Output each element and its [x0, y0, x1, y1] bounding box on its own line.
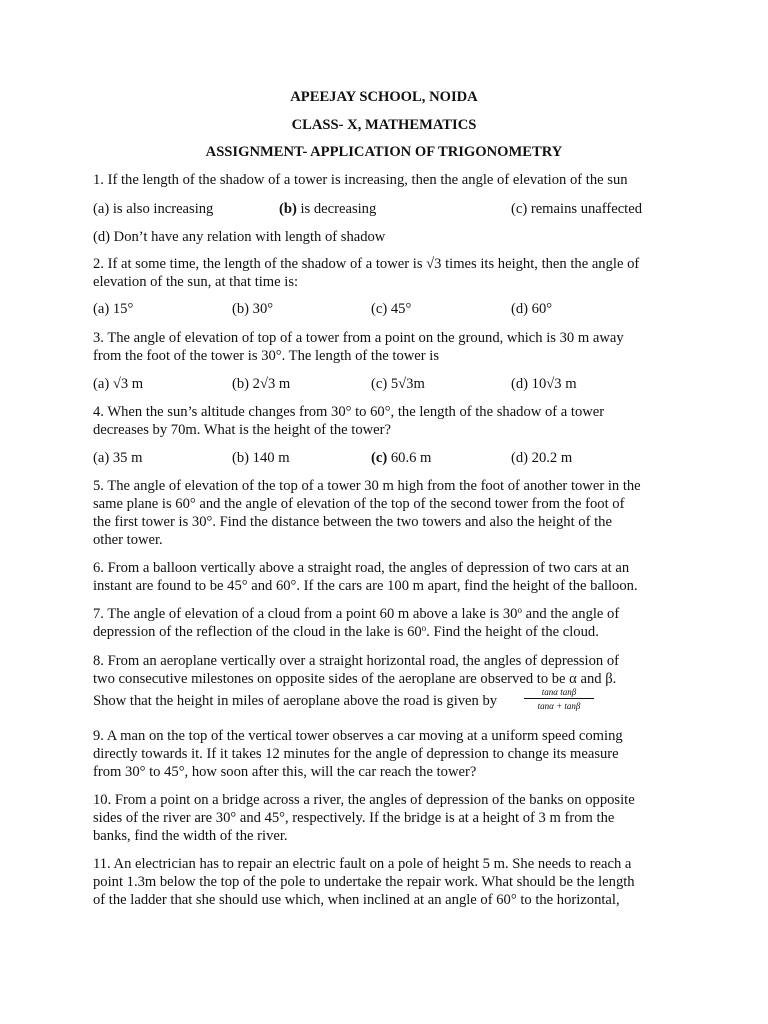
q5-line-2: same plane is 60° and the angle of elevation of the top of the second tower from the foot of: [93, 496, 625, 512]
q5-line-4: other tower.: [93, 532, 163, 548]
q11-line-2: point 1.3m below the top of the pole to undertake the repair work. What should be the length: [93, 874, 635, 890]
q2-option-c: (c) 45°: [371, 301, 412, 317]
assignment-title: ASSIGNMENT- APPLICATION OF TRIGONOMETRY: [205, 144, 563, 160]
q7-line-2: [93, 623, 683, 642]
q7-line-1: [93, 605, 683, 624]
q6-line-2: instant are found to be 45° and 60°. If the cars are 100 m apart, find the height of the balloon.: [93, 578, 638, 594]
q10-line-3: banks, find the width of the river.: [93, 828, 288, 844]
q7-line-1-a: 7. The angle of elevation of a cloud from a point 60 m above a lake is 30: [93, 606, 518, 622]
q7-line-2-a: depression of the reflection of the cloud in the lake is 60: [93, 624, 422, 640]
q4-option-c-letter: (c): [371, 450, 388, 466]
school-name: APEEJAY SCHOOL, NOIDA: [290, 89, 478, 105]
q1-option-b-text: is decreasing: [296, 201, 377, 217]
q7-degree-mark-2: o: [421, 623, 427, 633]
q8-line-3: Show that the height in miles of aeroplane above the road is given by: [93, 693, 498, 709]
q4-option-a: (a) 35 m: [93, 450, 143, 466]
q1-option-c: (c) remains unaffected: [511, 201, 643, 217]
q2-line-2: elevation of the sun, at that time is:: [93, 274, 299, 290]
q4-option-c-text: 60.6 m: [387, 450, 432, 466]
q8-fraction-numerator: tanα tanβ: [524, 687, 594, 699]
q8-line-1: 8. From an aeroplane vertically over a straight horizontal road, the angles of depression of: [93, 653, 620, 669]
q11-line-3: of the ladder that she should use which, when inclined at an angle of 60° to the horizontal,: [93, 892, 620, 908]
class-subject: CLASS- X, MATHEMATICS: [291, 117, 477, 133]
q4-option-c: [371, 449, 431, 467]
q2-option-b: (b) 30°: [232, 301, 274, 317]
q4-option-b: (b) 140 m: [232, 450, 290, 466]
q2-option-a: (a) 15°: [93, 301, 134, 317]
q9-line-3: from 30° to 45°, how soon after this, will the car reach the tower?: [93, 764, 477, 780]
q8-fraction: [524, 687, 594, 711]
q2-line-1: 2. If at some time, the length of the shadow of a tower is √3 times its height, then the angle of: [93, 256, 640, 272]
q7-line-1-b: and the angle of: [521, 606, 620, 622]
q7-degree-mark-1: o: [517, 605, 522, 615]
q5-line-1: 5. The angle of elevation of the top of a tower 30 m high from the foot of another tower in the: [93, 478, 641, 494]
q10-line-1: 10. From a point on a bridge across a river, the angles of depression of the banks on opposite: [93, 792, 635, 808]
q4-option-d: (d) 20.2 m: [511, 450, 573, 466]
q3-option-c: (c) 5√3m: [371, 376, 425, 392]
q1-option-a: (a) is also increasing: [93, 201, 214, 217]
q6-line-1: 6. From a balloon vertically above a straight road, the angles of depression of two cars at an: [93, 560, 630, 576]
q5-line-3: the first tower is 30°. Find the distance between the two towers and also the height of the: [93, 514, 612, 530]
q3-line-2: from the foot of the tower is 30°. The length of the tower is: [93, 348, 440, 364]
q3-option-b: (b) 2√3 m: [232, 376, 291, 392]
q8-fraction-denominator: tanα + tanβ: [537, 701, 581, 711]
q10-line-2: sides of the river are 30° and 45°, respectively. If the bridge is at a height of 3 m from the: [93, 810, 615, 826]
q1-option-b-letter: (b): [279, 201, 297, 217]
q1-option-b: [279, 200, 376, 218]
q3-option-d: (d) 10√3 m: [511, 376, 577, 392]
q1-option-d: (d) Don’t have any relation with length of shadow: [93, 229, 386, 245]
q4-line-2: decreases by 70m. What is the height of the tower?: [93, 422, 391, 438]
q9-line-1: 9. A man on the top of the vertical tower observes a car moving at a uniform speed coming: [93, 728, 623, 744]
q3-line-1: 3. The angle of elevation of top of a tower from a point on the ground, which is 30 m away: [93, 330, 624, 346]
q11-line-1: 11. An electrician has to repair an electric fault on a pole of height 5 m. She needs to reach a: [93, 856, 632, 872]
q4-line-1: 4. When the sun’s altitude changes from 30° to 60°, the length of the shadow of a tower: [93, 404, 605, 420]
q1-text: 1. If the length of the shadow of a tower is increasing, then the angle of elevation of the sun: [93, 172, 628, 188]
q3-option-a: (a) √3 m: [93, 376, 144, 392]
q8-line-2: two consecutive milestones on opposite sides of the aeroplane are observed to be α and β.: [93, 671, 617, 687]
q7-line-2-b: . Find the height of the cloud.: [426, 624, 599, 640]
q9-line-2: directly towards it. If it takes 12 minutes for the angle of depression to change its measure: [93, 746, 619, 762]
q2-option-d: (d) 60°: [511, 301, 553, 317]
